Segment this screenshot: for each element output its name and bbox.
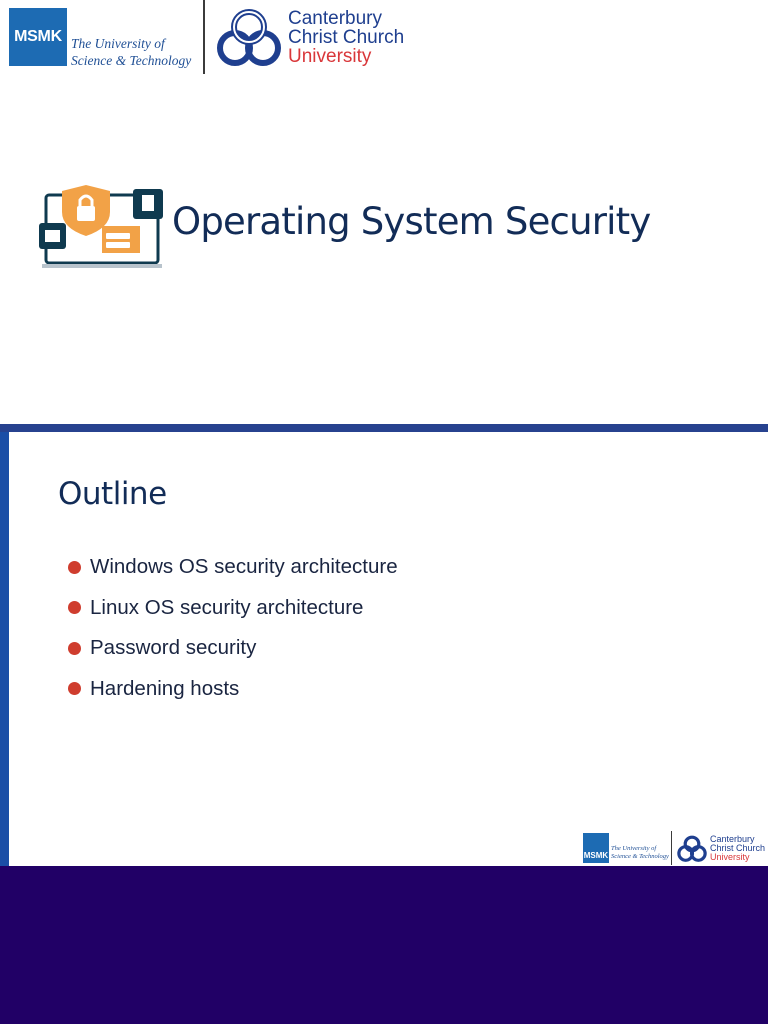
outline-list: [68, 547, 398, 709]
bottom-background: [0, 866, 768, 1024]
list-item: Hardening hosts: [68, 669, 398, 710]
msmk-university-name-small: The University of Science & Technology: [611, 845, 669, 860]
list-item: Windows OS security architecture: [68, 547, 398, 588]
msmk-university-name: The University of Science & Technology: [71, 36, 192, 68]
list-item: Password security: [68, 628, 398, 669]
outline-title: Outline: [58, 476, 167, 512]
title-slide: [0, 0, 768, 424]
laptop-security-icon: [36, 182, 166, 272]
bullet-icon: [68, 601, 81, 614]
slide-separator: [0, 424, 768, 432]
slide-title: Operating System Security: [172, 200, 651, 243]
bullet-icon: [68, 682, 81, 695]
footer-logos: [583, 831, 768, 865]
bullet-icon: [68, 561, 81, 574]
ccc-university-name: Canterbury Christ Church University: [288, 8, 405, 67]
msmk-badge-small: MSMK: [583, 833, 609, 863]
bullet-icon: [68, 642, 81, 655]
logo-divider-small: [671, 831, 672, 865]
list-item: Linux OS security architecture: [68, 588, 398, 629]
ccc-trefoil-icon-small: [676, 834, 708, 863]
ccc-trefoil-icon: [214, 5, 284, 69]
msmk-badge: MSMK: [9, 8, 67, 66]
ccc-university-name-small: Canterbury Christ Church University: [710, 834, 766, 862]
accent-side-bar: [0, 432, 9, 866]
outline-slide: [0, 432, 768, 866]
logo-divider: [203, 0, 205, 74]
